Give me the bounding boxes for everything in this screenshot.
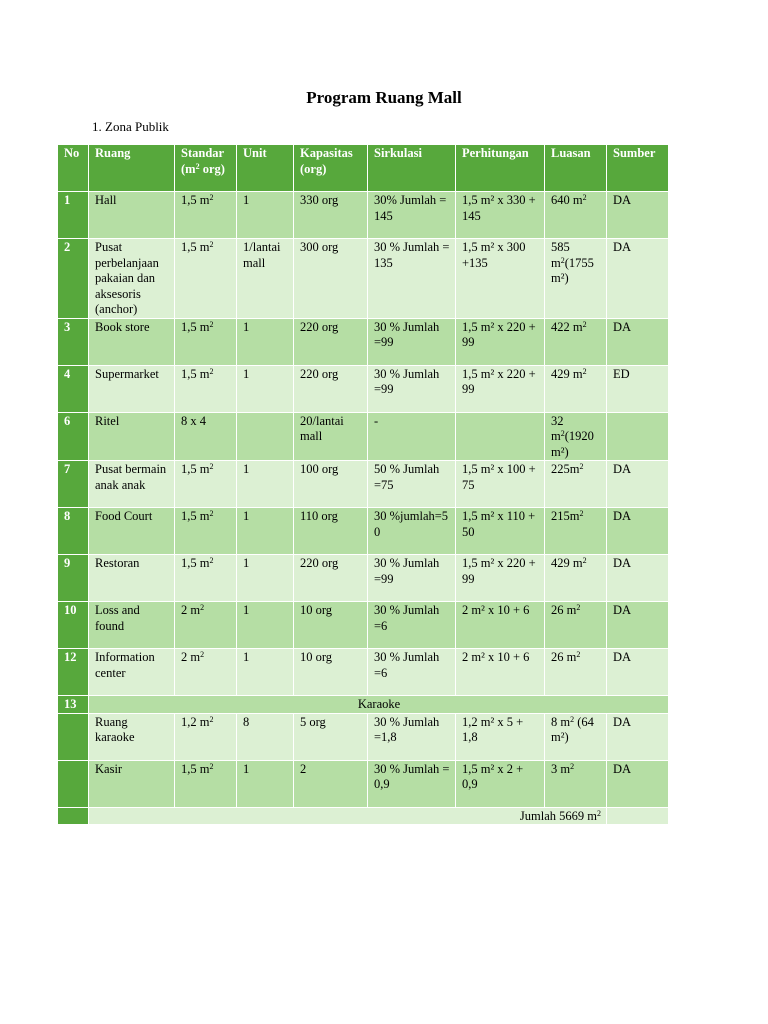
header-sirkulasi: Sirkulasi xyxy=(368,145,456,192)
cell-standar xyxy=(175,239,237,319)
cell-standar-sup: 2 xyxy=(209,193,214,202)
cell-standar-sup: 2 xyxy=(209,462,214,471)
cell-luasan xyxy=(545,365,607,412)
cell-ruang: Ritel xyxy=(89,412,175,461)
cell-ruang: Kasir xyxy=(89,760,175,807)
header-perhitungan: Perhitungan xyxy=(456,145,545,192)
group-label: Karaoke xyxy=(89,696,669,714)
cell-unit xyxy=(237,412,294,461)
cell-perhitungan: 1,5 m² x 110 + 50 xyxy=(456,508,545,555)
cell-sirkulasi: 30 % Jumlah =99 xyxy=(368,555,456,602)
cell-sumber: DA xyxy=(607,713,669,760)
cell-standar-text: 1,5 m xyxy=(181,319,210,334)
room-program-table xyxy=(57,144,669,825)
cell-luasan-sup: 2 xyxy=(560,255,565,265)
table-header-row xyxy=(58,145,669,192)
cell-luasan-text: 26 m xyxy=(551,650,577,664)
cell-ruang: Food Court xyxy=(89,508,175,555)
cell-luasan-sup: 2 xyxy=(579,509,584,518)
cell-luasan xyxy=(545,192,607,239)
cell-luasan xyxy=(545,713,607,760)
cell-perhitungan: 1,5 m² x 220 + 99 xyxy=(456,365,545,412)
cell-unit: 8 xyxy=(237,713,294,760)
cell-standar-sup: 2 xyxy=(200,603,205,612)
total-label xyxy=(89,807,607,825)
cell-luasan-tail: (64 m²) xyxy=(551,714,594,744)
cell-kapasitas: 110 org xyxy=(294,508,368,555)
cell-unit: 1 xyxy=(237,508,294,555)
cell-standar-text: 1,5 m xyxy=(181,509,210,523)
cell-luasan-text: 3 m xyxy=(551,761,571,776)
cell-kapasitas: 220 org xyxy=(294,318,368,365)
header-standar-tail: org) xyxy=(199,161,225,176)
cell-luasan xyxy=(545,412,607,461)
cell-perhitungan: 1,5 m² x 220 + 99 xyxy=(456,318,545,365)
cell-no: 6 xyxy=(58,412,89,461)
cell-sirkulasi: 30 % Jumlah =6 xyxy=(368,602,456,649)
cell-ruang: Book store xyxy=(89,318,175,365)
cell-standar-text: 8 x 4 xyxy=(181,413,206,428)
cell-luasan-sup: 2 xyxy=(570,714,575,724)
cell-standar-sup: 2 xyxy=(209,319,214,329)
table-row xyxy=(58,318,669,365)
cell-sirkulasi: 30 % Jumlah =1,8 xyxy=(368,713,456,760)
cell-no: 3 xyxy=(58,318,89,365)
cell-luasan-text: 215m xyxy=(551,509,580,523)
cell-sumber: ED xyxy=(607,365,669,412)
cell-perhitungan: 1,5 m² x 220 + 99 xyxy=(456,555,545,602)
table-row xyxy=(58,713,669,760)
header-standar-text: Standar (m xyxy=(181,146,224,176)
cell-standar xyxy=(175,318,237,365)
cell-luasan-sup: 2 xyxy=(582,366,587,376)
cell-kapasitas: 10 org xyxy=(294,649,368,696)
cell-no: 13 xyxy=(58,696,89,714)
cell-standar-sup: 2 xyxy=(209,366,214,376)
cell-luasan xyxy=(545,239,607,319)
cell-luasan-text: 32 m xyxy=(551,413,564,443)
cell-standar-text: 1,5 m xyxy=(181,761,210,776)
cell-sirkulasi: 30% Jumlah = 145 xyxy=(368,192,456,239)
cell-luasan-text: 26 m xyxy=(551,603,577,617)
cell-no xyxy=(58,807,89,825)
cell-perhitungan: 1,5 m² x 300 +135 xyxy=(456,239,545,319)
total-text: Jumlah 5669 m xyxy=(519,808,597,823)
cell-sirkulasi: 50 % Jumlah =75 xyxy=(368,461,456,508)
cell-sirkulasi: 30 % Jumlah = 135 xyxy=(368,239,456,319)
cell-standar-sup: 2 xyxy=(209,556,214,565)
table-row xyxy=(58,760,669,807)
cell-perhitungan: 1,5 m² x 330 + 145 xyxy=(456,192,545,239)
cell-luasan-sup: 2 xyxy=(582,319,587,329)
header-luasan: Luasan xyxy=(545,145,607,192)
cell-ruang: Ruang karaoke xyxy=(89,713,175,760)
cell-luasan-text: 422 m xyxy=(551,319,583,334)
cell-luasan-text: 429 m xyxy=(551,366,583,381)
cell-kapasitas: 20/lantai mall xyxy=(294,412,368,461)
header-standar xyxy=(175,145,237,192)
cell-luasan-sup: 2 xyxy=(570,761,575,771)
cell-perhitungan: 2 m² x 10 + 6 xyxy=(456,602,545,649)
cell-luasan xyxy=(545,318,607,365)
cell-standar xyxy=(175,192,237,239)
cell-ruang: Pusat bermain anak anak xyxy=(89,461,175,508)
cell-no xyxy=(58,760,89,807)
cell-luasan xyxy=(545,461,607,508)
cell-kapasitas: 330 org xyxy=(294,192,368,239)
cell-sumber xyxy=(607,807,669,825)
cell-unit: 1 xyxy=(237,760,294,807)
cell-ruang: Supermarket xyxy=(89,365,175,412)
cell-no: 8 xyxy=(58,508,89,555)
cell-luasan-text: 429 m xyxy=(551,556,583,570)
cell-unit: 1 xyxy=(237,649,294,696)
cell-luasan-text: 585 m xyxy=(551,240,570,270)
header-no: No xyxy=(58,145,89,192)
cell-luasan-text: 640 m xyxy=(551,193,583,207)
cell-standar xyxy=(175,713,237,760)
cell-luasan xyxy=(545,555,607,602)
cell-sumber xyxy=(607,412,669,461)
cell-no: 1 xyxy=(58,192,89,239)
cell-sirkulasi: 30 %jumlah=5 0 xyxy=(368,508,456,555)
cell-kapasitas: 100 org xyxy=(294,461,368,508)
cell-ruang: Loss and found xyxy=(89,602,175,649)
cell-standar xyxy=(175,461,237,508)
table-row xyxy=(58,508,669,555)
cell-sumber: DA xyxy=(607,461,669,508)
cell-perhitungan: 1,5 m² x 100 + 75 xyxy=(456,461,545,508)
cell-sumber: DA xyxy=(607,555,669,602)
cell-standar-text: 1,5 m xyxy=(181,556,210,570)
cell-unit: 1 xyxy=(237,602,294,649)
header-standar-sup: 2 xyxy=(195,161,200,171)
cell-standar xyxy=(175,602,237,649)
cell-standar-text: 1,2 m xyxy=(181,714,210,729)
cell-luasan-text: 8 m xyxy=(551,714,571,729)
cell-perhitungan: 1,5 m² x 2 + 0,9 xyxy=(456,760,545,807)
cell-kapasitas: 220 org xyxy=(294,365,368,412)
cell-sumber: DA xyxy=(607,192,669,239)
cell-sumber: DA xyxy=(607,760,669,807)
cell-standar xyxy=(175,760,237,807)
cell-sirkulasi: 30 % Jumlah =99 xyxy=(368,365,456,412)
cell-luasan-sup: 2 xyxy=(576,650,581,659)
cell-sirkulasi: 30 % Jumlah =6 xyxy=(368,649,456,696)
cell-luasan-tail: (1755 m²) xyxy=(551,255,594,285)
cell-no: 4 xyxy=(58,365,89,412)
cell-sumber: DA xyxy=(607,239,669,319)
header-ruang: Ruang xyxy=(89,145,175,192)
cell-standar xyxy=(175,649,237,696)
cell-perhitungan: 1,2 m² x 5 + 1,8 xyxy=(456,713,545,760)
cell-perhitungan xyxy=(456,412,545,461)
cell-no: 2 xyxy=(58,239,89,319)
cell-sirkulasi: 30 % Jumlah = 0,9 xyxy=(368,760,456,807)
cell-no: 12 xyxy=(58,649,89,696)
cell-sumber: DA xyxy=(607,318,669,365)
cell-sirkulasi: 30 % Jumlah =99 xyxy=(368,318,456,365)
cell-luasan-sup: 2 xyxy=(582,193,587,202)
header-kapasitas: Kapasitas (org) xyxy=(294,145,368,192)
cell-standar xyxy=(175,555,237,602)
cell-standar-sup: 2 xyxy=(209,714,214,724)
cell-standar-text: 1,5 m xyxy=(181,193,210,207)
cell-standar-sup: 2 xyxy=(209,240,214,249)
cell-luasan-sup: 2 xyxy=(579,462,584,471)
total-sup: 2 xyxy=(597,808,601,818)
cell-unit: 1 xyxy=(237,365,294,412)
cell-sumber: DA xyxy=(607,602,669,649)
cell-luasan-sup: 2 xyxy=(560,429,565,438)
cell-perhitungan: 2 m² x 10 + 6 xyxy=(456,649,545,696)
cell-sirkulasi: - xyxy=(368,412,456,461)
table-row xyxy=(58,555,669,602)
total-row xyxy=(58,807,669,825)
cell-ruang: Hall xyxy=(89,192,175,239)
cell-kapasitas: 220 org xyxy=(294,555,368,602)
cell-standar-sup: 2 xyxy=(200,650,205,659)
header-sumber: Sumber xyxy=(607,145,669,192)
group-row-karaoke xyxy=(58,696,669,714)
cell-luasan-sup: 2 xyxy=(582,556,587,565)
cell-ruang: Information center xyxy=(89,649,175,696)
cell-standar-text: 2 m xyxy=(181,603,201,617)
header-unit: Unit xyxy=(237,145,294,192)
cell-luasan-tail: (1920 m²) xyxy=(551,429,594,459)
cell-luasan-text: 225m xyxy=(551,462,580,476)
table-row xyxy=(58,602,669,649)
cell-ruang: Restoran xyxy=(89,555,175,602)
cell-luasan xyxy=(545,508,607,555)
cell-sumber: DA xyxy=(607,508,669,555)
cell-luasan xyxy=(545,649,607,696)
table-row xyxy=(58,412,669,461)
table-row xyxy=(58,239,669,319)
cell-ruang: Pusat perbelanjaan pakaian dan aksesoris (anchor) xyxy=(89,239,175,319)
cell-standar xyxy=(175,412,237,461)
cell-standar-sup: 2 xyxy=(209,761,214,771)
cell-standar-sup: 2 xyxy=(209,509,214,518)
cell-kapasitas: 5 org xyxy=(294,713,368,760)
cell-kapasitas: 2 xyxy=(294,760,368,807)
cell-no: 7 xyxy=(58,461,89,508)
cell-luasan-sup: 2 xyxy=(576,603,581,612)
cell-unit: 1/lantai mall xyxy=(237,239,294,319)
cell-luasan xyxy=(545,602,607,649)
cell-luasan xyxy=(545,760,607,807)
cell-sumber: DA xyxy=(607,649,669,696)
cell-unit: 1 xyxy=(237,192,294,239)
cell-unit: 1 xyxy=(237,318,294,365)
cell-standar xyxy=(175,365,237,412)
cell-standar xyxy=(175,508,237,555)
cell-unit: 1 xyxy=(237,555,294,602)
cell-kapasitas: 300 org xyxy=(294,239,368,319)
cell-standar-text: 1,5 m xyxy=(181,240,210,254)
cell-no: 9 xyxy=(58,555,89,602)
cell-no xyxy=(58,713,89,760)
table-row xyxy=(58,365,669,412)
cell-unit: 1 xyxy=(237,461,294,508)
table-row xyxy=(58,192,669,239)
table-row xyxy=(58,461,669,508)
page-title: Program Ruang Mall xyxy=(306,88,462,107)
table-row xyxy=(58,649,669,696)
cell-standar-text: 1,5 m xyxy=(181,366,210,381)
section-heading: 1. Zona Publik xyxy=(92,119,169,134)
cell-standar-text: 2 m xyxy=(181,650,201,664)
cell-standar-text: 1,5 m xyxy=(181,462,210,476)
cell-kapasitas: 10 org xyxy=(294,602,368,649)
cell-no: 10 xyxy=(58,602,89,649)
